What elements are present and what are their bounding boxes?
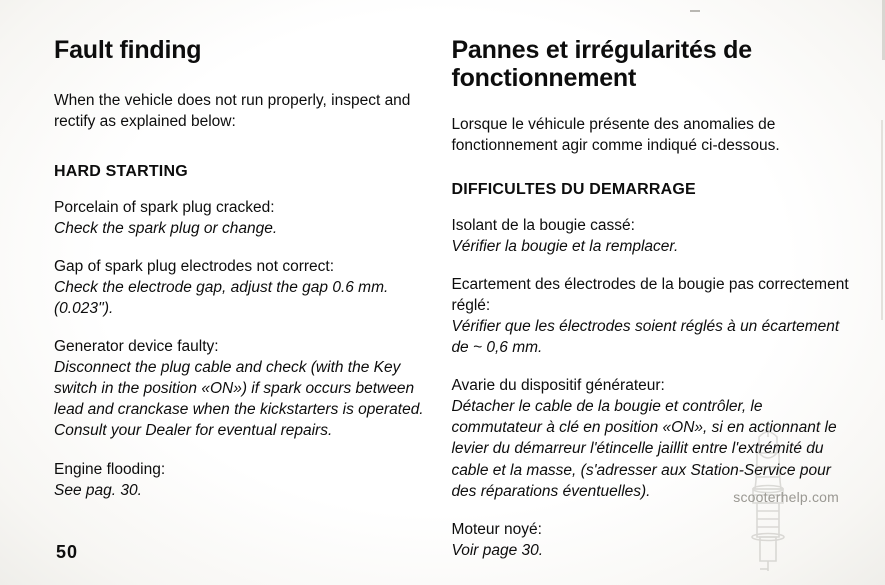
- fault-entry: [451, 519, 855, 561]
- fault-symptom: Porcelain of spark plug cracked:: [54, 198, 275, 216]
- fault-entry: [451, 274, 855, 358]
- fault-symptom: Isolant de la bougie cassé:: [451, 216, 635, 234]
- fault-entry: [54, 336, 429, 441]
- intro-paragraph-english: When the vehicle does not run properly, inspect and rectify as explained below:: [54, 92, 411, 131]
- fault-symptom: Moteur noyé:: [451, 520, 542, 538]
- fault-remedy: Voir page 30.: [451, 541, 544, 559]
- fault-entry: [54, 459, 429, 501]
- column-french: [447, 36, 855, 565]
- fault-remedy: Check the spark plug or change.: [54, 219, 278, 237]
- fault-remedy: Détacher le cable de la bougie et contrôler, le commutateur à clé en position «ON», si en actionnant le levier du démarreur l'étincelle jaillit entre l'extrémité du cable et la masse, (s'adresser aux Station-Service pour des réparations éventuelles).: [451, 398, 837, 500]
- section-heading-french: DIFFICULTES DU DEMARRAGE: [451, 180, 696, 198]
- page-number: 50: [56, 542, 79, 562]
- page-title-english: Fault finding: [54, 36, 202, 64]
- fault-remedy: Check the electrode gap, adjust the gap 0.6 mm. (0.023'').: [54, 278, 389, 318]
- fault-symptom: Gap of spark plug electrodes not correct:: [54, 257, 335, 275]
- fault-remedy: Vérifier que les électrodes soient réglés à un écartement de ~ 0,6 mm.: [451, 318, 840, 357]
- fault-remedy: See pag. 30.: [54, 481, 142, 499]
- watermark-text: scooterhelp.com: [733, 489, 839, 505]
- fault-symptom: Engine flooding:: [54, 460, 166, 478]
- column-english: [54, 36, 447, 565]
- page-title-french: Pannes et irrégularités de fonctionnement: [451, 36, 752, 92]
- fault-entry: [451, 215, 855, 257]
- fault-symptom: Generator device faulty:: [54, 338, 219, 356]
- section-heading-english: HARD STARTING: [54, 162, 188, 180]
- fault-remedy: Disconnect the plug cable and check (with the Key switch in the position «ON») if spark occurs between lead and cranckase when the kickstarters is operated. Consult your Dealer for eventual repairs.: [54, 359, 424, 440]
- fault-symptom: Avarie du dispositif générateur:: [451, 377, 665, 395]
- fault-entry: [451, 375, 855, 501]
- intro-paragraph-french: Lorsque le véhicule présente des anomalies de fonctionnement agir comme indiqué ci-dessous.: [451, 116, 780, 155]
- fault-symptom: Ecartement des électrodes de la bougie pas correctement réglé:: [451, 275, 849, 314]
- fault-remedy: Vérifier la bougie et la remplacer.: [451, 237, 679, 255]
- fault-entry: [54, 197, 429, 239]
- fault-entry: [54, 256, 429, 319]
